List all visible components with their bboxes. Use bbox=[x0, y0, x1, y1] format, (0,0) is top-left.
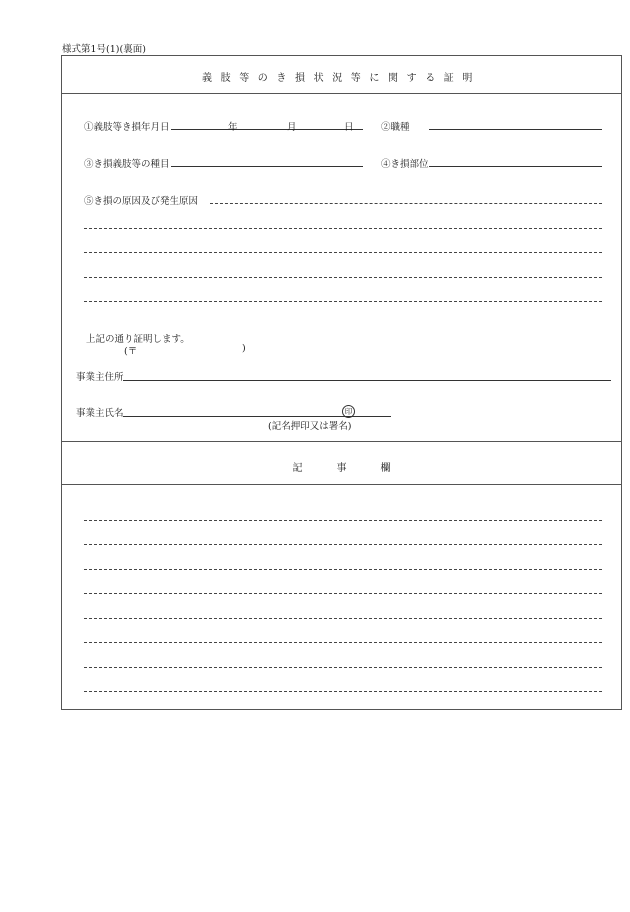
form-id: 様式第1号(1)(裏面) bbox=[62, 44, 146, 55]
name-label: 事業主氏名 bbox=[76, 408, 124, 419]
notes-line[interactable] bbox=[84, 691, 602, 692]
address-label: 事業主住所 bbox=[76, 372, 124, 383]
cause-line[interactable] bbox=[84, 252, 602, 253]
notes-divider bbox=[61, 484, 622, 485]
occupation-label: ②職種 bbox=[381, 122, 410, 133]
cause-label: ⑤き損の原因及び発生原因 bbox=[84, 196, 199, 207]
notes-line[interactable] bbox=[84, 618, 602, 619]
prosthesis-type-field[interactable] bbox=[171, 166, 363, 167]
cause-line[interactable] bbox=[210, 203, 602, 204]
section-divider bbox=[61, 441, 622, 442]
notes-line[interactable] bbox=[84, 520, 602, 521]
form-frame bbox=[61, 55, 622, 710]
notes-line[interactable] bbox=[84, 544, 602, 545]
notes-line[interactable] bbox=[84, 667, 602, 668]
day-label: 日 bbox=[344, 122, 354, 133]
notes-line[interactable] bbox=[84, 569, 602, 570]
cause-line[interactable] bbox=[84, 301, 602, 302]
notes-line[interactable] bbox=[84, 642, 602, 643]
cause-line[interactable] bbox=[84, 277, 602, 278]
certification-statement: 上記の通り証明します。 bbox=[86, 334, 190, 345]
address-field[interactable] bbox=[123, 380, 611, 381]
seal-note: (記名押印又は署名) bbox=[268, 421, 352, 432]
postal-close: ) bbox=[242, 343, 246, 354]
form-title: 義肢等のき損状況等に関する証明 bbox=[202, 73, 481, 84]
title-divider bbox=[61, 93, 622, 94]
year-label: 年 bbox=[228, 122, 238, 133]
damaged-part-label: ④き損部位 bbox=[381, 159, 429, 170]
cause-line[interactable] bbox=[84, 228, 602, 229]
notes-title: 記事欄 bbox=[292, 463, 425, 474]
postal-open: (〒 bbox=[124, 346, 138, 357]
month-label: 月 bbox=[287, 122, 297, 133]
notes-line[interactable] bbox=[84, 593, 602, 594]
occupation-field[interactable] bbox=[429, 129, 602, 130]
damaged-part-field[interactable] bbox=[429, 166, 602, 167]
date-field[interactable] bbox=[171, 129, 363, 130]
date-label: ①義肢等き損年月日 bbox=[84, 122, 170, 133]
prosthesis-type-label: ③き損義肢等の種目 bbox=[84, 159, 170, 170]
seal-mark: 印 bbox=[342, 405, 355, 418]
